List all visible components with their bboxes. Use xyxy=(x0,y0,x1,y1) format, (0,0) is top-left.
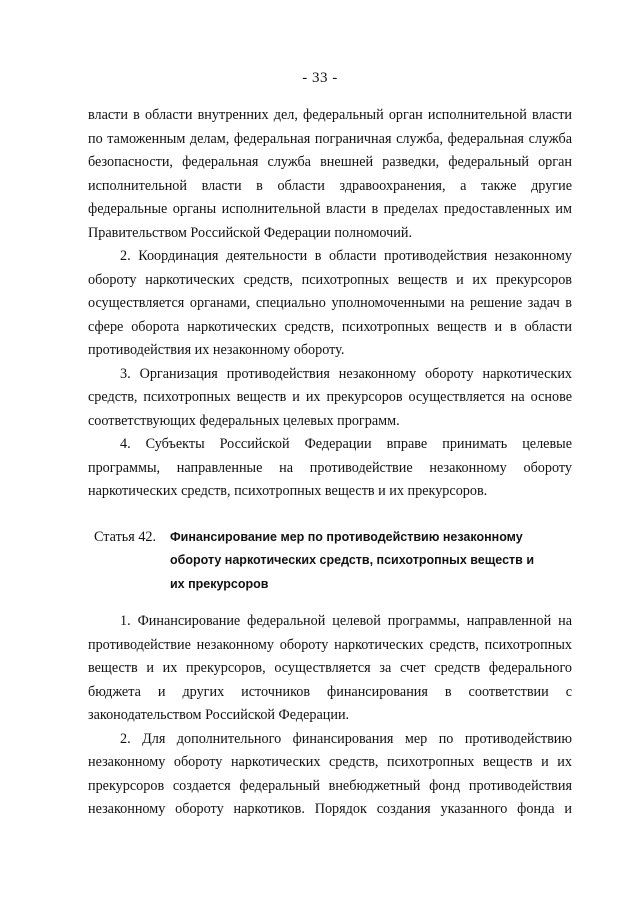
article-title xyxy=(170,526,534,597)
article-title-line: Финансирование мер по противодействию незаконному xyxy=(170,529,523,544)
page-number: - 33 - xyxy=(302,70,338,86)
paragraph-item-2: 2. Координация деятельности в области противодействия незаконному обороту наркотических средств, психотропных веществ и их прекурсоров осуществляется органами, специально уполномоченными на решение задач в сфере оборота наркотических средств, психотропных веществ и в области противодействия их незаконному обороту. xyxy=(88,248,572,358)
article-number: Статья 42. xyxy=(94,528,157,545)
paragraph-item-4: 4. Субъекты Российской Федерации вправе принимать целевые программы, направленные на противодействие незаконному обороту наркотических средств, психотропных веществ и их прекурсоров. xyxy=(88,436,572,499)
article-title-line: их прекурсоров xyxy=(170,576,269,591)
article-heading xyxy=(88,526,572,597)
paragraph-financing-1: 1. Финансирование федеральной целевой программы, направленной на противодействие незаконному обороту наркотических средств, психотропных веществ и их прекурсоров, осуществляется за счет средств федерального бюджета и других источников финансирования в соответствии с законодательством Российской Федерации. xyxy=(88,613,572,723)
paragraph-financing-2: 2. Для дополнительного финансирования мер по противодействию незаконному обороту наркотических средств, психотропных веществ и их прекурсоров создается федеральный внебюджетный фонд противодействия незаконному обороту наркотиков. Порядок создания указанного фонда и xyxy=(88,730,572,817)
document-body xyxy=(88,104,572,822)
paragraph-continuation: власти в области внутренних дел, федеральный орган исполнительной власти по таможенным делам, федеральная пограничная служба, федеральная служба безопасности, федеральная служба внешней разведки, федеральный орган исполнительной власти в области здравоохранения, а также другие федеральные органы исполнительной власти в пределах предоставленных им Правительством Российской Федерации полномочий. xyxy=(88,107,572,241)
article-title-line: обороту наркотических средств, психотропных веществ и xyxy=(170,553,535,567)
paragraph-item-3: 3. Организация противодействия незаконному обороту наркотических средств, психотропных веществ и их прекурсоров осуществляется на основе соответствующих федеральных целевых программ. xyxy=(88,365,572,429)
